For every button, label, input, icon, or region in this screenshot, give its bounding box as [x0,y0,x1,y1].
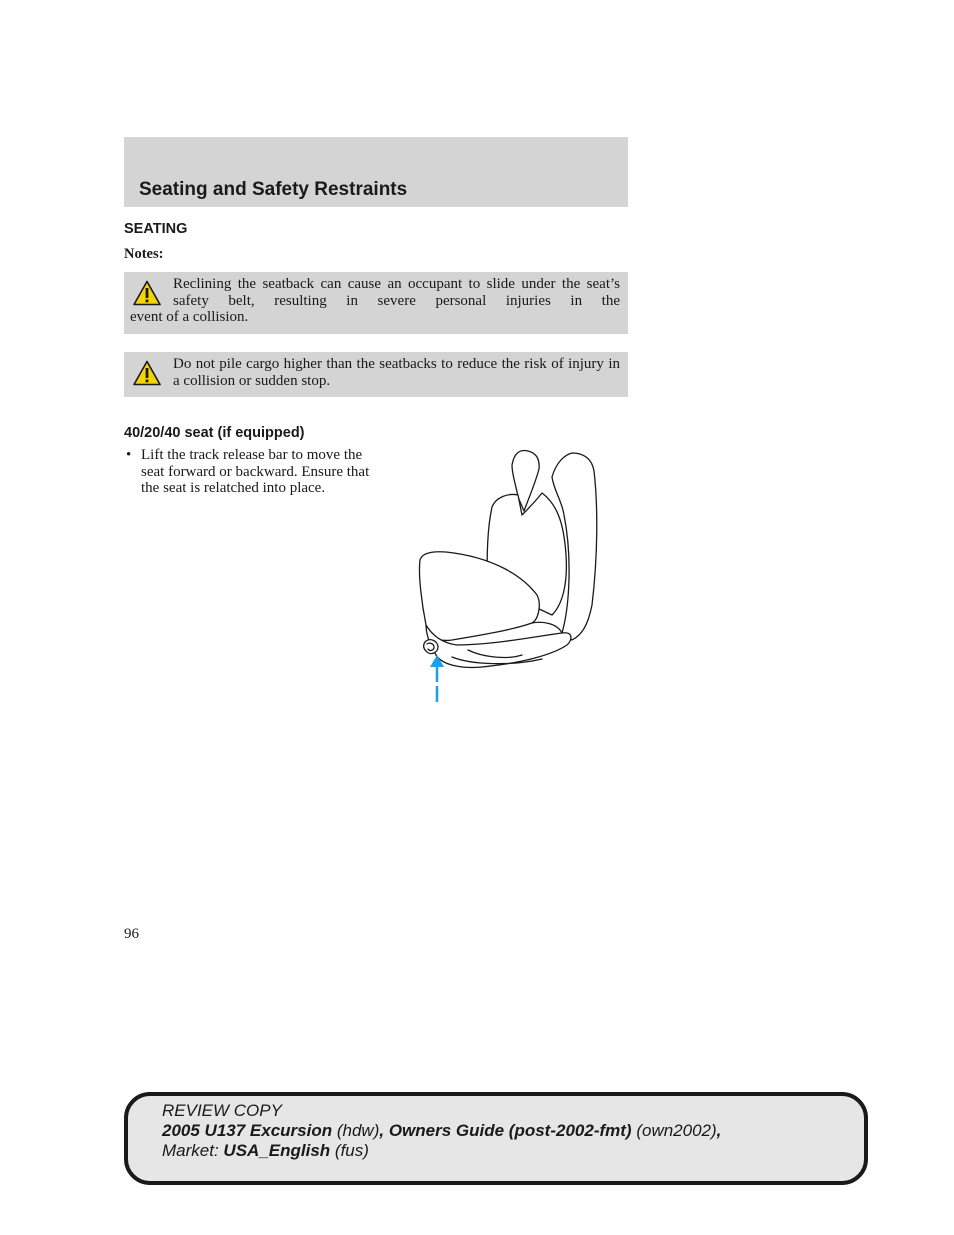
footer-market-code: (fus) [334,1141,369,1160]
warning-box-reclining [124,272,628,334]
warning-box-cargo [124,352,628,397]
seat-illustration [412,445,612,707]
warning-text-reclining-first: Reclining the seatback can cause an occupant to slide under the seat’s safety belt, resulting in severe personal injuries in the [173,276,620,309]
footer-review-copy: REVIEW COPY [162,1101,282,1120]
footer-guide-code: (own2002) [636,1121,717,1140]
section-title: Seating and Safety Restraints [139,179,408,200]
warning-triangle-icon [133,360,161,386]
warning-text-reclining-last: event of a collision. [130,309,249,325]
footer-guide: Owners Guide (post-2002-fmt) [388,1121,632,1140]
footer-model-code: (hdw) [336,1121,380,1140]
warning-triangle-icon [133,280,161,306]
footer-model: 2005 U137 Excursion [162,1121,333,1140]
footer-sep: , [379,1121,385,1140]
footer-market: USA_English [223,1141,331,1160]
footer-sep: , [716,1121,722,1140]
section-header [124,137,628,207]
seating-heading: SEATING [124,221,188,237]
warning-text-cargo: Do not pile cargo higher than the seatbacks to reduce the risk of injury in a collision or sudden stop. [173,356,620,389]
seat-4020-heading: 40/20/40 seat (if equipped) [124,425,305,441]
bullet-marker: • [126,447,132,463]
page-number: 96 [124,926,139,942]
footer-market-label: Market: [162,1141,219,1160]
notes-label: Notes: [124,246,164,262]
bullet-text: Lift the track release bar to move the seat forward or backward. Ensure that the seat is relatched into place. [141,447,370,496]
review-copy-footer [124,1092,868,1185]
